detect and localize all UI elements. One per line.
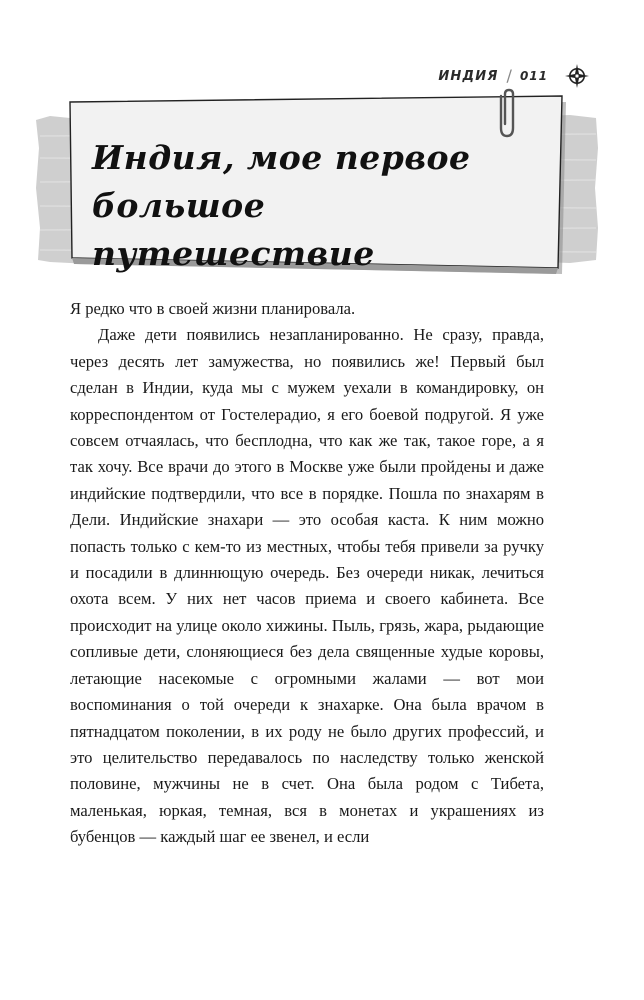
chapter-banner <box>30 88 604 288</box>
running-header <box>438 62 590 90</box>
paragraph-2: Даже дети появились незапланированно. Не сразу, правда, через десять лет замужества, но появились же! Первый был сделан в Индии, куда мы с мужем уехали в командировку, он корреспондентом от Гостелерадио, я его боевой подругой. Я уже совсем отчаялась, что бесплодна, что как же так, такое горе, а я так хочу. Все врачи до этого в Москве уже были пройдены и даже индийские подтвердили, что все в порядке. Пошла по знахарям в Дели. Индийские знахари — это особая каста. К ним можно попасть только с кем-то из местных, чтобы тебя привели за ручку и посадили в длиннющую очередь. Без очереди никак, лечиться охота всем. У них нет часов приема и своего кабинета. Все происходит на улице около хижины. Пыль, грязь, жара, рыдающие сопливые дети, слоняющиеся без дела священные худые коровы, летающие насекомые с огромными жалами — вот мои воспоминания о той очереди к знахарке. Она была врачом в пятнадцатом поколении, в их роду не было других профессий, и это целительство передавалось по наследству только женской половине, мужчины не в счет. Она была родом с Тибета, маленькая, юркая, темная, вся в монетах и украшениях из бубенцов — каждый шаг ее звенел, и если <box>70 325 544 847</box>
chapter-title-line-1: Индия, мое первое <box>92 138 471 177</box>
chapter-title-line-2: большое путешествие <box>92 186 375 273</box>
compass-icon <box>564 63 590 89</box>
paragraph-1: Я редко что в своей жизни планировала. <box>70 299 356 318</box>
paperclip-icon <box>494 88 518 140</box>
running-header-section: ИНДИЯ <box>438 68 499 84</box>
running-header-separator: / <box>506 65 512 85</box>
body-text <box>70 296 544 851</box>
chapter-title <box>92 134 532 278</box>
page-number: 011 <box>519 69 548 83</box>
